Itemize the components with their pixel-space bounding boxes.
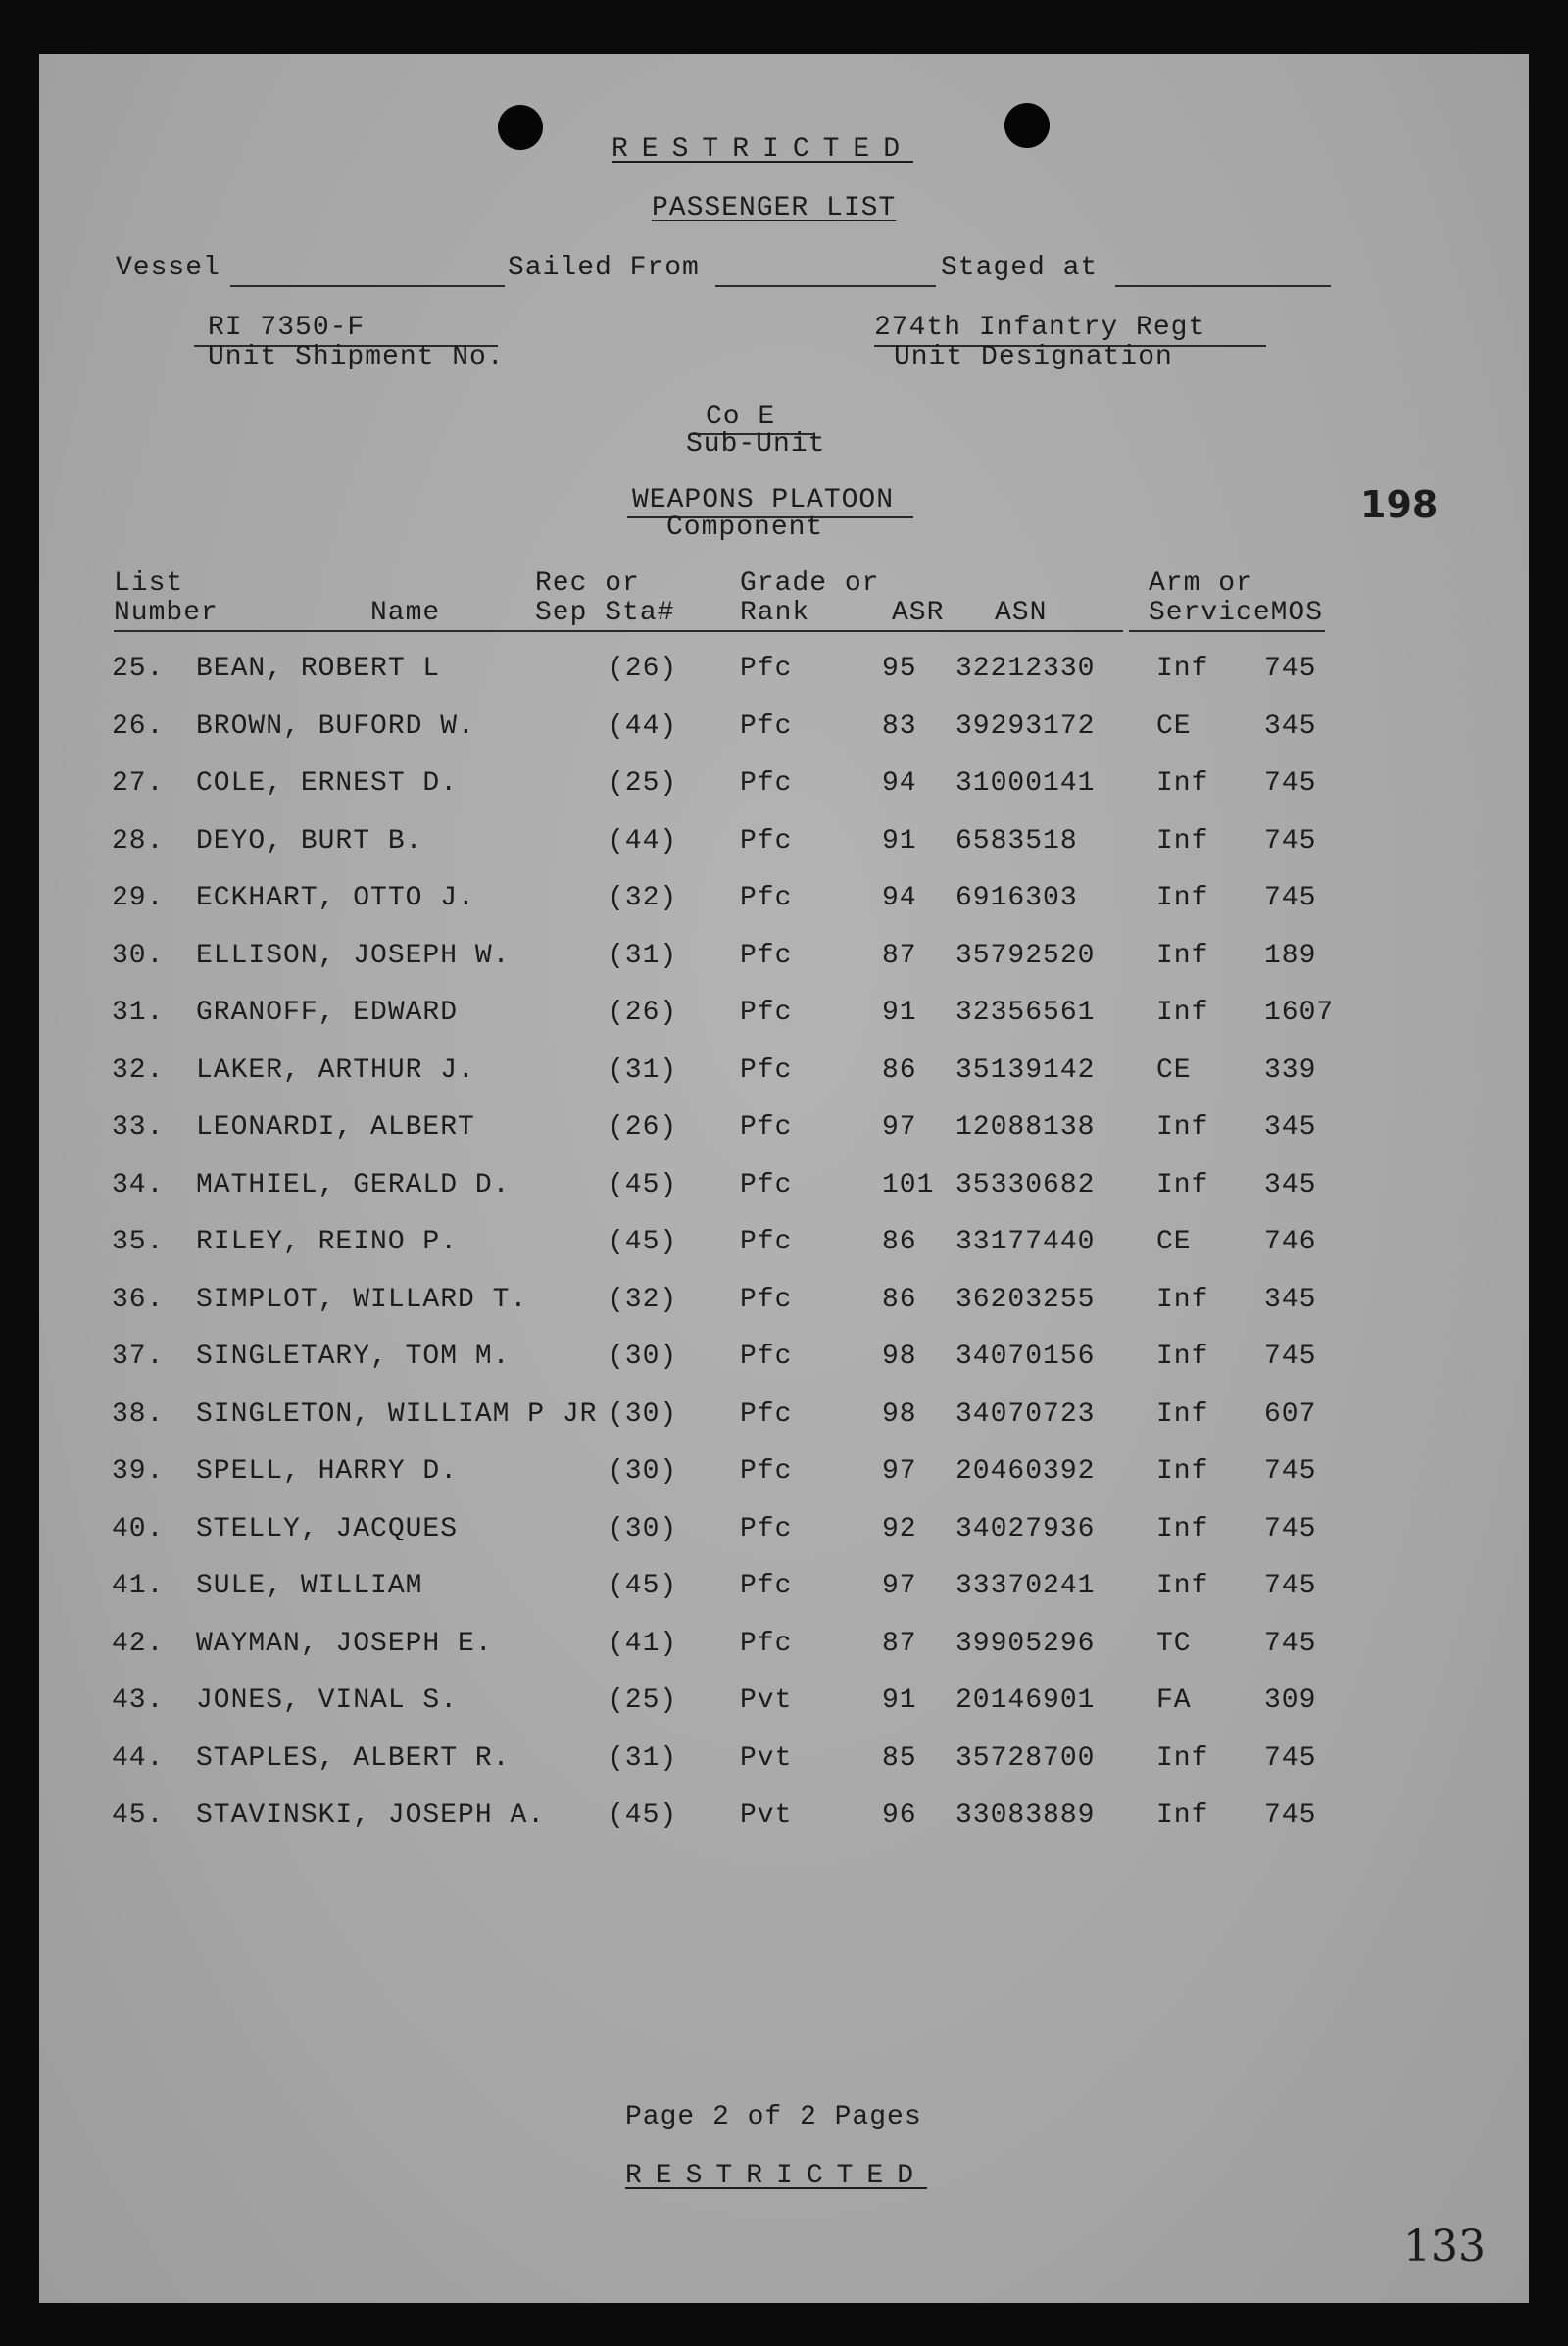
cell-asr: 97 xyxy=(882,1571,917,1601)
cell-asr: 94 xyxy=(882,768,917,799)
cell-asn: 36203255 xyxy=(956,1285,1096,1315)
cell-name: SINGLETON, WILLIAM P JR xyxy=(196,1399,598,1430)
table-row xyxy=(39,1342,1529,1381)
sailed-from-label: Sailed From xyxy=(508,253,700,283)
table-row xyxy=(39,1456,1529,1495)
col-arm-1: Arm or xyxy=(1149,568,1253,599)
cell-stat: (25) xyxy=(608,1686,678,1716)
cell-asr: 97 xyxy=(882,1456,917,1487)
cell-stat: (45) xyxy=(608,1170,678,1200)
page-stamp-number: 198 xyxy=(1360,483,1439,526)
cell-name: BEAN, ROBERT L xyxy=(196,654,441,684)
cell-grade: Pfc xyxy=(740,1285,793,1315)
cell-name: STAPLES, ALBERT R. xyxy=(196,1743,511,1774)
cell-stat: (30) xyxy=(608,1342,678,1372)
cell-name: ELLISON, JOSEPH W. xyxy=(196,941,511,971)
cell-name: LAKER, ARTHUR J. xyxy=(196,1055,475,1086)
cell-mos: 339 xyxy=(1264,1055,1317,1086)
cell-arm: Inf xyxy=(1156,654,1209,684)
sub-unit-label: Sub-Unit xyxy=(686,429,826,460)
cell-name: JONES, VINAL S. xyxy=(196,1686,459,1716)
table-row xyxy=(39,826,1529,865)
cell-num: 36. xyxy=(112,1285,165,1315)
cell-arm: Inf xyxy=(1156,1342,1209,1372)
table-row xyxy=(39,1055,1529,1095)
cell-arm: CE xyxy=(1156,1227,1192,1257)
cell-stat: (32) xyxy=(608,1285,678,1315)
cell-stat: (45) xyxy=(608,1571,678,1601)
cell-mos: 745 xyxy=(1264,1342,1317,1372)
cell-mos: 745 xyxy=(1264,1571,1317,1601)
cell-asn: 35728700 xyxy=(956,1743,1096,1774)
cell-mos: 745 xyxy=(1264,1456,1317,1487)
cell-asn: 33177440 xyxy=(956,1227,1096,1257)
cell-asn: 35139142 xyxy=(956,1055,1096,1086)
unit-designation-label: Unit Designation xyxy=(894,342,1173,372)
cell-grade: Pfc xyxy=(740,1514,793,1544)
cell-name: WAYMAN, JOSEPH E. xyxy=(196,1629,493,1659)
cell-asn: 6916303 xyxy=(956,883,1078,913)
cell-asn: 35792520 xyxy=(956,941,1096,971)
cell-asn: 32356561 xyxy=(956,998,1096,1028)
table-row xyxy=(39,883,1529,922)
cell-arm: CE xyxy=(1156,711,1192,742)
table-row xyxy=(39,1227,1529,1266)
cell-arm: Inf xyxy=(1156,1571,1209,1601)
table-row xyxy=(39,1399,1529,1439)
cell-stat: (31) xyxy=(608,941,678,971)
cell-grade: Pfc xyxy=(740,1571,793,1601)
cell-stat: (44) xyxy=(608,711,678,742)
cell-asr: 87 xyxy=(882,941,917,971)
cell-mos: 345 xyxy=(1264,711,1317,742)
cell-num: 31. xyxy=(112,998,165,1028)
cell-mos: 189 xyxy=(1264,941,1317,971)
cell-stat: (45) xyxy=(608,1800,678,1831)
cell-name: STAVINSKI, JOSEPH A. xyxy=(196,1800,546,1831)
cell-num: 33. xyxy=(112,1112,165,1143)
cell-num: 29. xyxy=(112,883,165,913)
cell-stat: (30) xyxy=(608,1514,678,1544)
cell-num: 27. xyxy=(112,768,165,799)
cell-stat: (45) xyxy=(608,1227,678,1257)
cell-asn: 33083889 xyxy=(956,1800,1096,1831)
col-list-number-2: Number xyxy=(114,598,219,628)
cell-mos: 745 xyxy=(1264,768,1317,799)
cell-name: SIMPLOT, WILLARD T. xyxy=(196,1285,528,1315)
cell-grade: Pfc xyxy=(740,1342,793,1372)
cell-grade: Pfc xyxy=(740,711,793,742)
cell-asn: 32212330 xyxy=(956,654,1096,684)
cell-stat: (31) xyxy=(608,1055,678,1086)
cell-asn: 20460392 xyxy=(956,1456,1096,1487)
sub-unit-value: Co E xyxy=(706,402,776,432)
cell-mos: 745 xyxy=(1264,1514,1317,1544)
table-row xyxy=(39,1285,1529,1324)
table-row xyxy=(39,1112,1529,1151)
cell-grade: Pfc xyxy=(740,1227,793,1257)
cell-asn: 31000141 xyxy=(956,768,1096,799)
cell-grade: Pfc xyxy=(740,883,793,913)
unit-designation-value: 274th Infantry Regt xyxy=(874,313,1206,343)
cell-asr: 96 xyxy=(882,1800,917,1831)
cell-arm: Inf xyxy=(1156,883,1209,913)
cell-arm: Inf xyxy=(1156,1285,1209,1315)
cell-mos: 345 xyxy=(1264,1285,1317,1315)
cell-grade: Pvt xyxy=(740,1686,793,1716)
cell-stat: (41) xyxy=(608,1629,678,1659)
table-row xyxy=(39,1629,1529,1668)
classification-bottom: RESTRICTED xyxy=(625,2161,928,2191)
cell-num: 35. xyxy=(112,1227,165,1257)
cell-stat: (31) xyxy=(608,1743,678,1774)
table-row xyxy=(39,1743,1529,1783)
cell-grade: Pfc xyxy=(740,1170,793,1200)
cell-grade: Pfc xyxy=(740,1456,793,1487)
cell-num: 45. xyxy=(112,1800,165,1831)
cell-asr: 98 xyxy=(882,1342,917,1372)
cell-asr: 85 xyxy=(882,1743,917,1774)
cell-num: 38. xyxy=(112,1399,165,1430)
column-header-rule-right xyxy=(1129,630,1325,632)
col-grade-2: Rank xyxy=(740,598,810,628)
cell-mos: 309 xyxy=(1264,1686,1317,1716)
cell-stat: (26) xyxy=(608,998,678,1028)
cell-stat: (26) xyxy=(608,1112,678,1143)
cell-name: SPELL, HARRY D. xyxy=(196,1456,459,1487)
cell-name: MATHIEL, GERALD D. xyxy=(196,1170,511,1200)
cell-asr: 91 xyxy=(882,826,917,856)
cell-mos: 745 xyxy=(1264,1800,1317,1831)
cell-num: 40. xyxy=(112,1514,165,1544)
cell-asr: 92 xyxy=(882,1514,917,1544)
cell-grade: Pfc xyxy=(740,1399,793,1430)
cell-name: RILEY, REINO P. xyxy=(196,1227,459,1257)
cell-name: GRANOFF, EDWARD xyxy=(196,998,459,1028)
vessel-blank xyxy=(230,285,505,287)
cell-num: 28. xyxy=(112,826,165,856)
col-name: Name xyxy=(370,598,441,628)
cell-num: 37. xyxy=(112,1342,165,1372)
cell-grade: Pfc xyxy=(740,768,793,799)
table-row xyxy=(39,941,1529,980)
cell-asr: 97 xyxy=(882,1112,917,1143)
handwritten-page-number: 133 xyxy=(1403,2222,1486,2272)
col-list-number-1: List xyxy=(114,568,184,599)
page-info: Page 2 of 2 Pages xyxy=(625,2102,922,2132)
cell-arm: Inf xyxy=(1156,998,1209,1028)
cell-grade: Pfc xyxy=(740,1629,793,1659)
document-title: PASSENGER LIST xyxy=(652,193,897,223)
cell-stat: (25) xyxy=(608,768,678,799)
cell-stat: (30) xyxy=(608,1399,678,1430)
cell-num: 44. xyxy=(112,1743,165,1774)
cell-asn: 39293172 xyxy=(956,711,1096,742)
table-row xyxy=(39,1686,1529,1725)
cell-name: SINGLETARY, TOM M. xyxy=(196,1342,511,1372)
cell-arm: Inf xyxy=(1156,1399,1209,1430)
unit-shipment-label: Unit Shipment No. xyxy=(208,342,505,372)
col-arm-2: ServiceMOS xyxy=(1149,598,1324,628)
component-value: WEAPONS PLATOON xyxy=(632,485,895,515)
cell-num: 43. xyxy=(112,1686,165,1716)
cell-mos: 745 xyxy=(1264,826,1317,856)
sailed-from-blank xyxy=(715,285,936,287)
cell-asr: 98 xyxy=(882,1399,917,1430)
cell-asn: 35330682 xyxy=(956,1170,1096,1200)
cell-asn: 6583518 xyxy=(956,826,1078,856)
cell-mos: 745 xyxy=(1264,654,1317,684)
cell-arm: Inf xyxy=(1156,1800,1209,1831)
cell-name: COLE, ERNEST D. xyxy=(196,768,459,799)
cell-grade: Pvt xyxy=(740,1800,793,1831)
cell-mos: 745 xyxy=(1264,1743,1317,1774)
col-asn: ASN xyxy=(995,598,1048,628)
cell-arm: Inf xyxy=(1156,826,1209,856)
cell-asr: 87 xyxy=(882,1629,917,1659)
cell-num: 39. xyxy=(112,1456,165,1487)
punch-hole-right xyxy=(1004,103,1050,148)
cell-asr: 86 xyxy=(882,1227,917,1257)
cell-num: 26. xyxy=(112,711,165,742)
cell-mos: 745 xyxy=(1264,883,1317,913)
cell-asr: 101 xyxy=(882,1170,935,1200)
cell-arm: FA xyxy=(1156,1686,1192,1716)
cell-stat: (32) xyxy=(608,883,678,913)
cell-name: SULE, WILLIAM xyxy=(196,1571,423,1601)
cell-mos: 607 xyxy=(1264,1399,1317,1430)
cell-asr: 86 xyxy=(882,1285,917,1315)
cell-arm: Inf xyxy=(1156,1112,1209,1143)
cell-mos: 1607 xyxy=(1264,998,1335,1028)
cell-arm: Inf xyxy=(1156,941,1209,971)
cell-num: 41. xyxy=(112,1571,165,1601)
col-rec-1: Rec or xyxy=(535,568,640,599)
table-row xyxy=(39,654,1529,693)
document-sheet xyxy=(39,54,1529,2303)
cell-mos: 345 xyxy=(1264,1112,1317,1143)
cell-arm: TC xyxy=(1156,1629,1192,1659)
table-row xyxy=(39,1170,1529,1209)
col-asr: ASR xyxy=(892,598,945,628)
staged-at-label: Staged at xyxy=(941,253,1099,283)
cell-asn: 33370241 xyxy=(956,1571,1096,1601)
cell-grade: Pfc xyxy=(740,826,793,856)
cell-asr: 95 xyxy=(882,654,917,684)
cell-num: 42. xyxy=(112,1629,165,1659)
cell-arm: CE xyxy=(1156,1055,1192,1086)
component-label: Component xyxy=(666,513,824,543)
cell-grade: Pfc xyxy=(740,1055,793,1086)
cell-asr: 83 xyxy=(882,711,917,742)
table-row xyxy=(39,998,1529,1037)
table-row xyxy=(39,1800,1529,1839)
cell-num: 32. xyxy=(112,1055,165,1086)
table-row xyxy=(39,1514,1529,1553)
cell-grade: Pfc xyxy=(740,998,793,1028)
cell-arm: Inf xyxy=(1156,1514,1209,1544)
cell-stat: (30) xyxy=(608,1456,678,1487)
unit-shipment-value: RI 7350-F xyxy=(208,313,366,343)
cell-mos: 746 xyxy=(1264,1227,1317,1257)
cell-asn: 34070723 xyxy=(956,1399,1096,1430)
cell-num: 34. xyxy=(112,1170,165,1200)
col-grade-1: Grade or xyxy=(740,568,880,599)
cell-asr: 94 xyxy=(882,883,917,913)
column-header-rule-left xyxy=(114,630,1123,632)
cell-mos: 345 xyxy=(1264,1170,1317,1200)
cell-grade: Pfc xyxy=(740,654,793,684)
classification-top: RESTRICTED xyxy=(612,134,914,165)
cell-mos: 745 xyxy=(1264,1629,1317,1659)
cell-name: DEYO, BURT B. xyxy=(196,826,423,856)
cell-name: ECKHART, OTTO J. xyxy=(196,883,475,913)
cell-stat: (26) xyxy=(608,654,678,684)
cell-arm: Inf xyxy=(1156,768,1209,799)
cell-arm: Inf xyxy=(1156,1743,1209,1774)
cell-arm: Inf xyxy=(1156,1170,1209,1200)
vessel-label: Vessel xyxy=(116,253,220,283)
cell-asn: 12088138 xyxy=(956,1112,1096,1143)
cell-name: STELLY, JACQUES xyxy=(196,1514,459,1544)
cell-grade: Pvt xyxy=(740,1743,793,1774)
cell-grade: Pfc xyxy=(740,941,793,971)
cell-num: 30. xyxy=(112,941,165,971)
cell-asn: 34027936 xyxy=(956,1514,1096,1544)
cell-asr: 91 xyxy=(882,998,917,1028)
cell-arm: Inf xyxy=(1156,1456,1209,1487)
staged-at-blank xyxy=(1115,285,1331,287)
cell-asn: 20146901 xyxy=(956,1686,1096,1716)
cell-stat: (44) xyxy=(608,826,678,856)
cell-asn: 39905296 xyxy=(956,1629,1096,1659)
cell-asr: 91 xyxy=(882,1686,917,1716)
col-rec-2: Sep Sta# xyxy=(535,598,675,628)
cell-asn: 34070156 xyxy=(956,1342,1096,1372)
punch-hole-left xyxy=(498,105,543,150)
cell-grade: Pfc xyxy=(740,1112,793,1143)
cell-num: 25. xyxy=(112,654,165,684)
table-row xyxy=(39,711,1529,751)
table-row xyxy=(39,1571,1529,1610)
cell-asr: 86 xyxy=(882,1055,917,1086)
cell-name: BROWN, BUFORD W. xyxy=(196,711,475,742)
table-row xyxy=(39,768,1529,807)
cell-name: LEONARDI, ALBERT xyxy=(196,1112,475,1143)
